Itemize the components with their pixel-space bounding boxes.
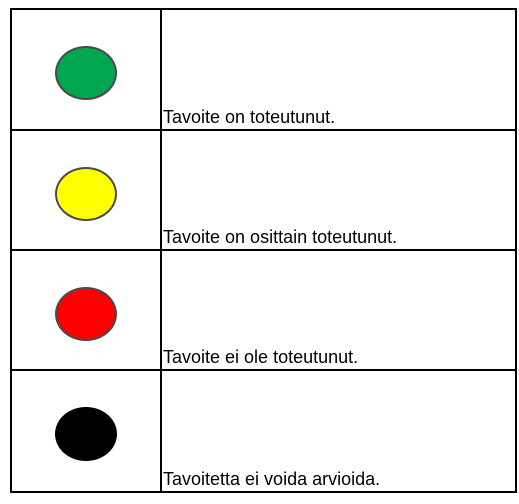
legend-icon-cell	[11, 130, 161, 250]
legend-label-cell	[161, 250, 516, 370]
yellow-circle-icon	[55, 167, 117, 221]
legend-label-not-achieved: Tavoite ei ole toteutunut.	[163, 347, 359, 367]
status-legend-table	[10, 8, 517, 493]
legend-label-achieved: Tavoite on toteutunut.	[163, 107, 336, 127]
legend-icon-cell	[11, 250, 161, 370]
legend-row	[11, 370, 516, 492]
legend-icon-cell	[11, 9, 161, 130]
red-circle-icon	[55, 287, 117, 341]
legend-label-cannot-assess: Tavoitetta ei voida arvioida.	[163, 469, 381, 489]
legend-row	[11, 250, 516, 370]
legend-row	[11, 130, 516, 250]
black-circle-icon	[55, 407, 117, 461]
legend-label-cell	[161, 130, 516, 250]
legend-body	[11, 9, 516, 492]
legend-row	[11, 9, 516, 130]
green-circle-icon	[55, 46, 117, 100]
legend-icon-cell	[11, 370, 161, 492]
legend-label-cell	[161, 370, 516, 492]
legend-label-partially-achieved: Tavoite on osittain toteutunut.	[163, 227, 398, 247]
legend-label-cell	[161, 9, 516, 130]
